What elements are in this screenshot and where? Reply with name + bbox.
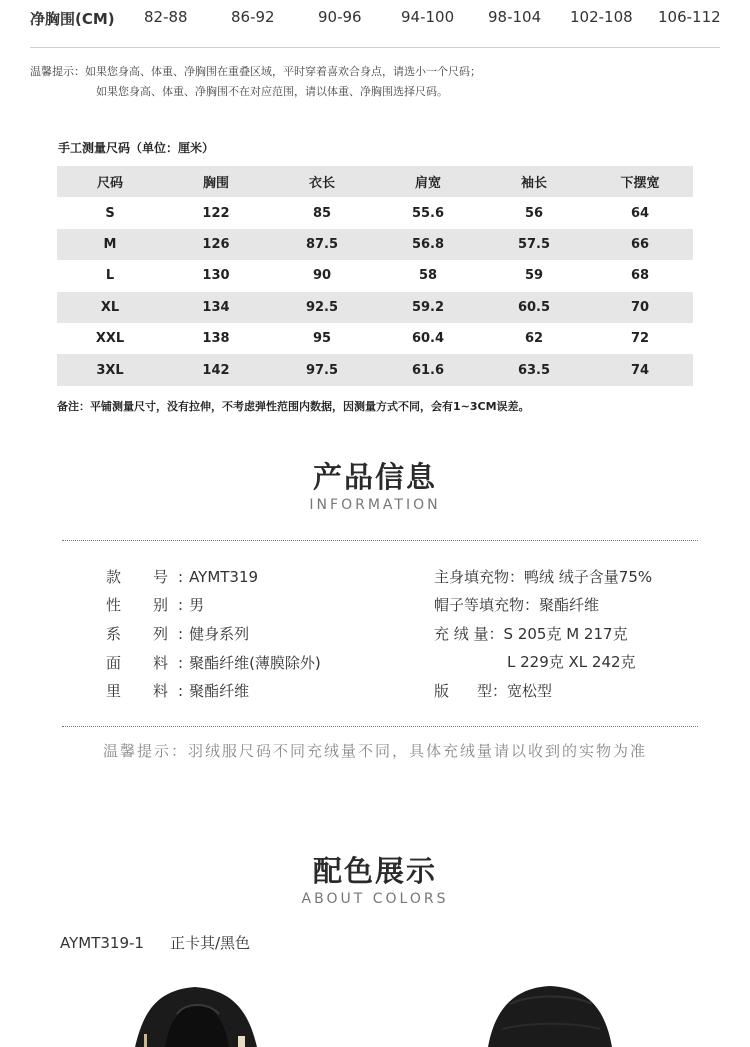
table-cell: 56 [524,205,544,221]
table-cell: 56.8 [375,229,481,260]
info-value: 聚酯纤维 [189,682,250,700]
table-cell: 85 [312,205,332,221]
table-row [57,260,693,291]
table-cell: 122 [202,205,230,221]
table-cell: XXL [95,331,125,347]
table-cell: 3XL [57,354,163,385]
info-filling: 主身填充物：鸭绒 绒子含量75% [434,568,653,586]
table-header-cell: 衣长 [269,166,375,197]
table-cell: 57.5 [481,229,587,260]
info-key: 款号 [106,568,168,586]
chest-row-label: 净胸围(CM) [30,10,115,28]
info-value: 宽松型 [507,682,553,700]
table-cell: 61.6 [375,354,481,385]
table-cell: 92.5 [269,292,375,323]
info-fill-amount: 充 绒 量：S 205克 M 217克 [434,625,628,643]
chest-value: 106-112 [658,8,721,26]
jacket-front-image [125,984,265,1047]
table-cell: 138 [202,331,230,347]
info-fit [434,680,552,701]
table-cell: 126 [163,229,269,260]
table-cell: 60.4 [411,331,445,347]
info-section-subtitle: INFORMATION [309,497,441,513]
info-sep: : [178,682,184,700]
info-value: AYMT319 [189,568,259,586]
table-cell: 97.5 [269,354,375,385]
table-row [57,292,693,323]
info-value: 男 [189,596,205,614]
divider [30,47,720,48]
chest-value: 102-108 [570,8,633,26]
measure-table-title: 手工测量尺码（单位：厘米） [58,141,215,155]
table-cell: 60.5 [481,292,587,323]
info-fill-amount-cont: L 229克 XL 242克 [507,653,636,671]
info-sep: : [178,625,184,643]
table-cell: 74 [587,354,693,385]
table-row [57,354,693,385]
info-sep: : [178,568,184,586]
chest-value: 98-104 [488,8,542,26]
table-cell: 63.5 [481,354,587,385]
chest-value: 82-88 [144,8,188,26]
table-cell: 59 [524,268,544,284]
warm-tip: 温馨提示：羽绒服尺码不同充绒量不同，具体充绒量请以收到的实物为准 [102,742,647,760]
table-cell: 55.6 [411,205,445,221]
info-key: 系列 [106,625,168,643]
info-value: 健身系列 [189,625,250,643]
colors-section-subtitle: ABOUT COLORS [301,891,449,907]
size-tip-line-2: 如果您身高、体重、净胸围不在对应范围，请以体重、净胸围选择尺码。 [96,85,448,98]
table-header-cell: 尺码 [57,166,163,197]
info-series [106,623,249,644]
table-row [57,229,693,260]
table-cell: 62 [524,331,544,347]
table-cell: 134 [163,292,269,323]
info-key: 型： [477,682,508,700]
table-cell: 142 [163,354,269,385]
chest-size-row [30,8,720,32]
table-cell: 70 [587,292,693,323]
color-code: AYMT319-1 [60,934,144,952]
table-row [57,197,693,228]
info-section-title: 产品信息 [312,460,437,494]
colors-section-title: 配色展示 [312,854,437,888]
color-item [60,932,250,953]
info-gender [106,594,204,615]
info-fabric [106,652,321,673]
info-key: 性别 [106,596,168,614]
table-header-cell: 肩宽 [375,166,481,197]
table-row [57,323,693,354]
table-header-row [57,166,693,197]
table-cell: 87.5 [269,229,375,260]
table-cell: M [57,229,163,260]
info-sep: : [178,654,184,672]
table-cell: S [105,205,115,221]
table-cell: 59.2 [375,292,481,323]
chest-value: 86-92 [231,8,275,26]
table-cell: 58 [418,268,438,284]
table-cell: 64 [630,205,650,221]
table-cell: XL [57,292,163,323]
chest-value: 90-96 [318,8,362,26]
color-name: 正卡其/黑色 [169,934,251,952]
info-key: 面料 [106,654,168,672]
table-cell: 95 [312,331,332,347]
table-cell: 68 [630,268,650,284]
table-cell: 90 [312,268,332,284]
chest-value: 94-100 [401,8,455,26]
info-value: 聚酯纤维(薄膜除外) [189,654,321,672]
info-key: 里料 [106,682,168,700]
jacket-back-image [480,984,620,1047]
measurement-note: 备注：平铺测量尺寸，没有拉伸，不考虑弹性范围内数据，因测量方式不同，会有1~3CM误差。 [57,400,530,413]
table-header-cell: 袖长 [481,166,587,197]
dotted-divider [62,540,698,541]
size-table [57,166,693,386]
dotted-divider [62,726,698,727]
table-cell: 66 [587,229,693,260]
table-cell: L [105,268,115,284]
table-header-cell: 下摆宽 [587,166,693,197]
info-hood-filling: 帽子等填充物：聚酯纤维 [434,596,600,614]
info-key: 版 [434,682,450,700]
table-cell: 130 [202,268,230,284]
info-sep: : [178,596,184,614]
table-header-cell: 胸围 [163,166,269,197]
info-style-number [106,566,258,587]
info-lining [106,680,249,701]
size-tip-line-1: 温馨提示：如果您身高、体重、净胸围在重叠区域，平时穿着喜欢合身点，请选小一个尺码； [30,65,481,78]
table-cell: 72 [630,331,650,347]
